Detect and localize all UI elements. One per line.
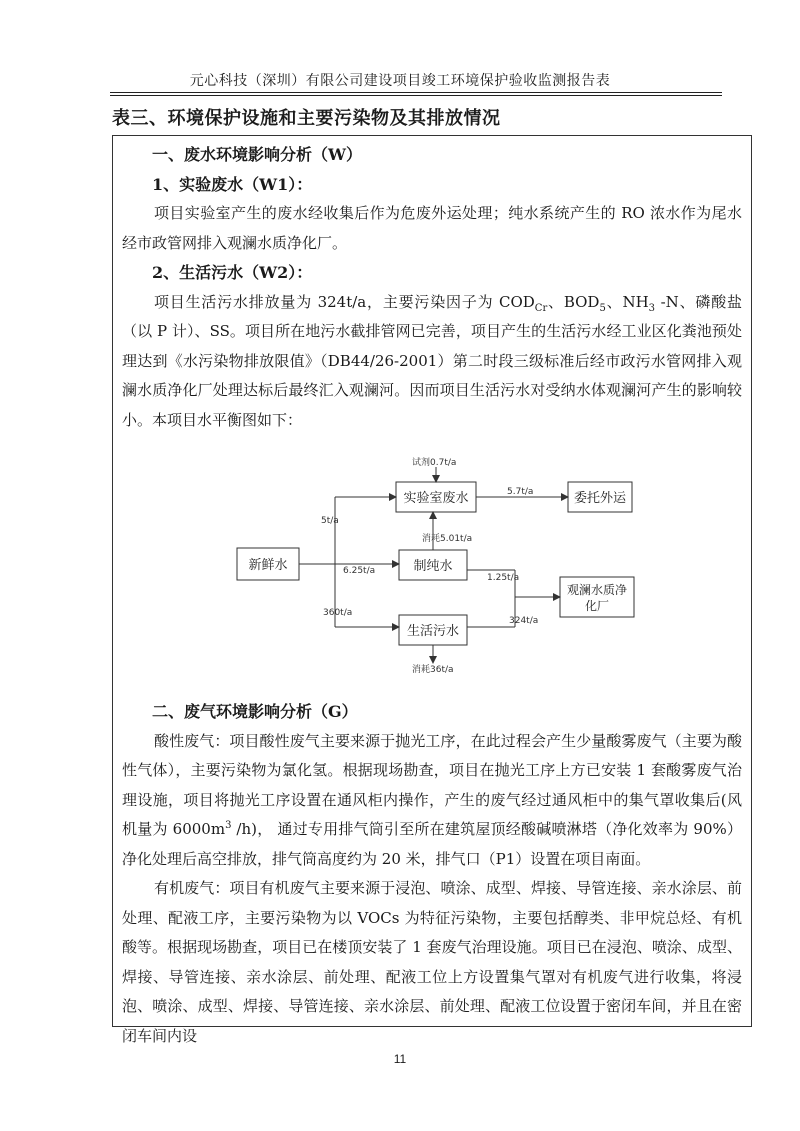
node-domestic-sewage: 生活污水: [406, 624, 460, 639]
section-heading-exhaust-gas: 二、废气环境影响分析（G）: [152, 702, 358, 721]
water-balance-diagram: [225, 455, 645, 679]
section-heading-wastewater: 一、废水环境影响分析（W）: [152, 145, 362, 164]
paragraph-organic-gas: 有机废气：项目有机废气主要来源于浸泡、喷涂、成型、焊接、导管连接、亲水涂层、前处理、配液工序，主要污染物为以 VOCs 为特征污染物，主要包括醇类、非甲烷总烃、有机酸等。根据现场勘查，项目已在楼顶安装了 1 套废气治理设施。项目已在浸泡、喷涂、成型、焊接、导管连接、亲水涂层、前处理、配液工位上方设置集气罩对有机废气进行收集，将浸泡、喷涂、成型、焊接、导管连接、亲水涂层、前处理、配液工位设置于密闭车间，并且在密闭车间内设: [122, 879, 742, 1045]
report-header-title: 元心科技（深圳）有限公司建设项目竣工环境保护验收监测报告表: [189, 73, 611, 89]
label-consume-domestic: 消耗36t/a: [412, 665, 454, 675]
label-to-entrust: 5.7t/a: [507, 487, 534, 497]
node-pure-water: 制纯水: [413, 559, 453, 574]
section-wastewater: [122, 140, 742, 435]
label-domestic-out: 324t/a: [509, 616, 539, 626]
subheading-domestic-sewage: 2、生活污水（W2）：: [152, 263, 313, 282]
label-to-domestic: 360t/a: [323, 608, 353, 618]
label-to-pure: 6.25t/a: [343, 566, 376, 576]
paragraph-domestic-sewage: 项目生活污水排放量为 324t/a，主要污染因子为 $COD_{Cr}$、$BOD_5$、$NH_3$ -N、磷酸盐（以 P 计）、SS。项目所在地污水截排管网已完善，项目产生的生活污水经工业区化粪池预处理达到《水污染物排放限值》（DB44/26-2001）第二时段三级标准后经市政污水管网排入观澜水质净化厂处理达标后最终汇入观澜河。因而项目生活污水对受纳水体观澜河产生的影响较小。本项目水平衡图如下：: [122, 292, 742, 429]
label-ro: 1.25t/a: [487, 573, 520, 583]
table-title: 表三、环境保护设施和主要污染物及其排放情况: [112, 108, 501, 129]
node-treatment-plant-line2: 化厂: [584, 599, 610, 613]
page-number: 11: [393, 1052, 407, 1066]
node-lab-wastewater: 实验室废水: [403, 491, 469, 506]
label-to-lab: 5t/a: [321, 516, 339, 526]
label-reagent: 试剂0.7t/a: [412, 458, 457, 468]
node-fresh-water: 新鲜水: [248, 558, 288, 573]
header-rule: [110, 92, 722, 93]
paragraph-lab-wastewater: 项目实验室产生的废水经收集后作为危废外运处理；纯水系统产生的 RO 浓水作为尾水经市政管网排入观澜水质净化厂。: [122, 204, 742, 252]
node-treatment-plant-line1: 观澜水质净: [566, 583, 628, 597]
section-exhaust-gas: [122, 697, 742, 1051]
subheading-lab-wastewater: 1、实验废水（W1）：: [152, 174, 313, 194]
paragraph-acid-gas: 酸性废气：项目酸性废气主要来源于抛光工序，在此过程会产生少量酸雾废气（主要为酸性气体），主要污染物为氯化氢。根据现场勘查，项目在抛光工序上方已安装 1 套酸雾废气治理设施，项目将抛光工序设置在通风柜内操作，产生的废气经过通风柜中的集气罩收集后(风机量为 $6000m^3$ /h)， 通过专用排气筒引至所在建筑屋顶经酸碱喷淋塔（净化效率为 90%）净化处理后高空排放，排气筒高度约为 20 米，排气口（P1）设置在项目南面。: [122, 731, 742, 868]
header-rule-double: [110, 95, 722, 96]
label-consume-pure: 消耗5.01t/a: [422, 534, 473, 544]
node-entrust: 委托外运: [573, 491, 627, 506]
